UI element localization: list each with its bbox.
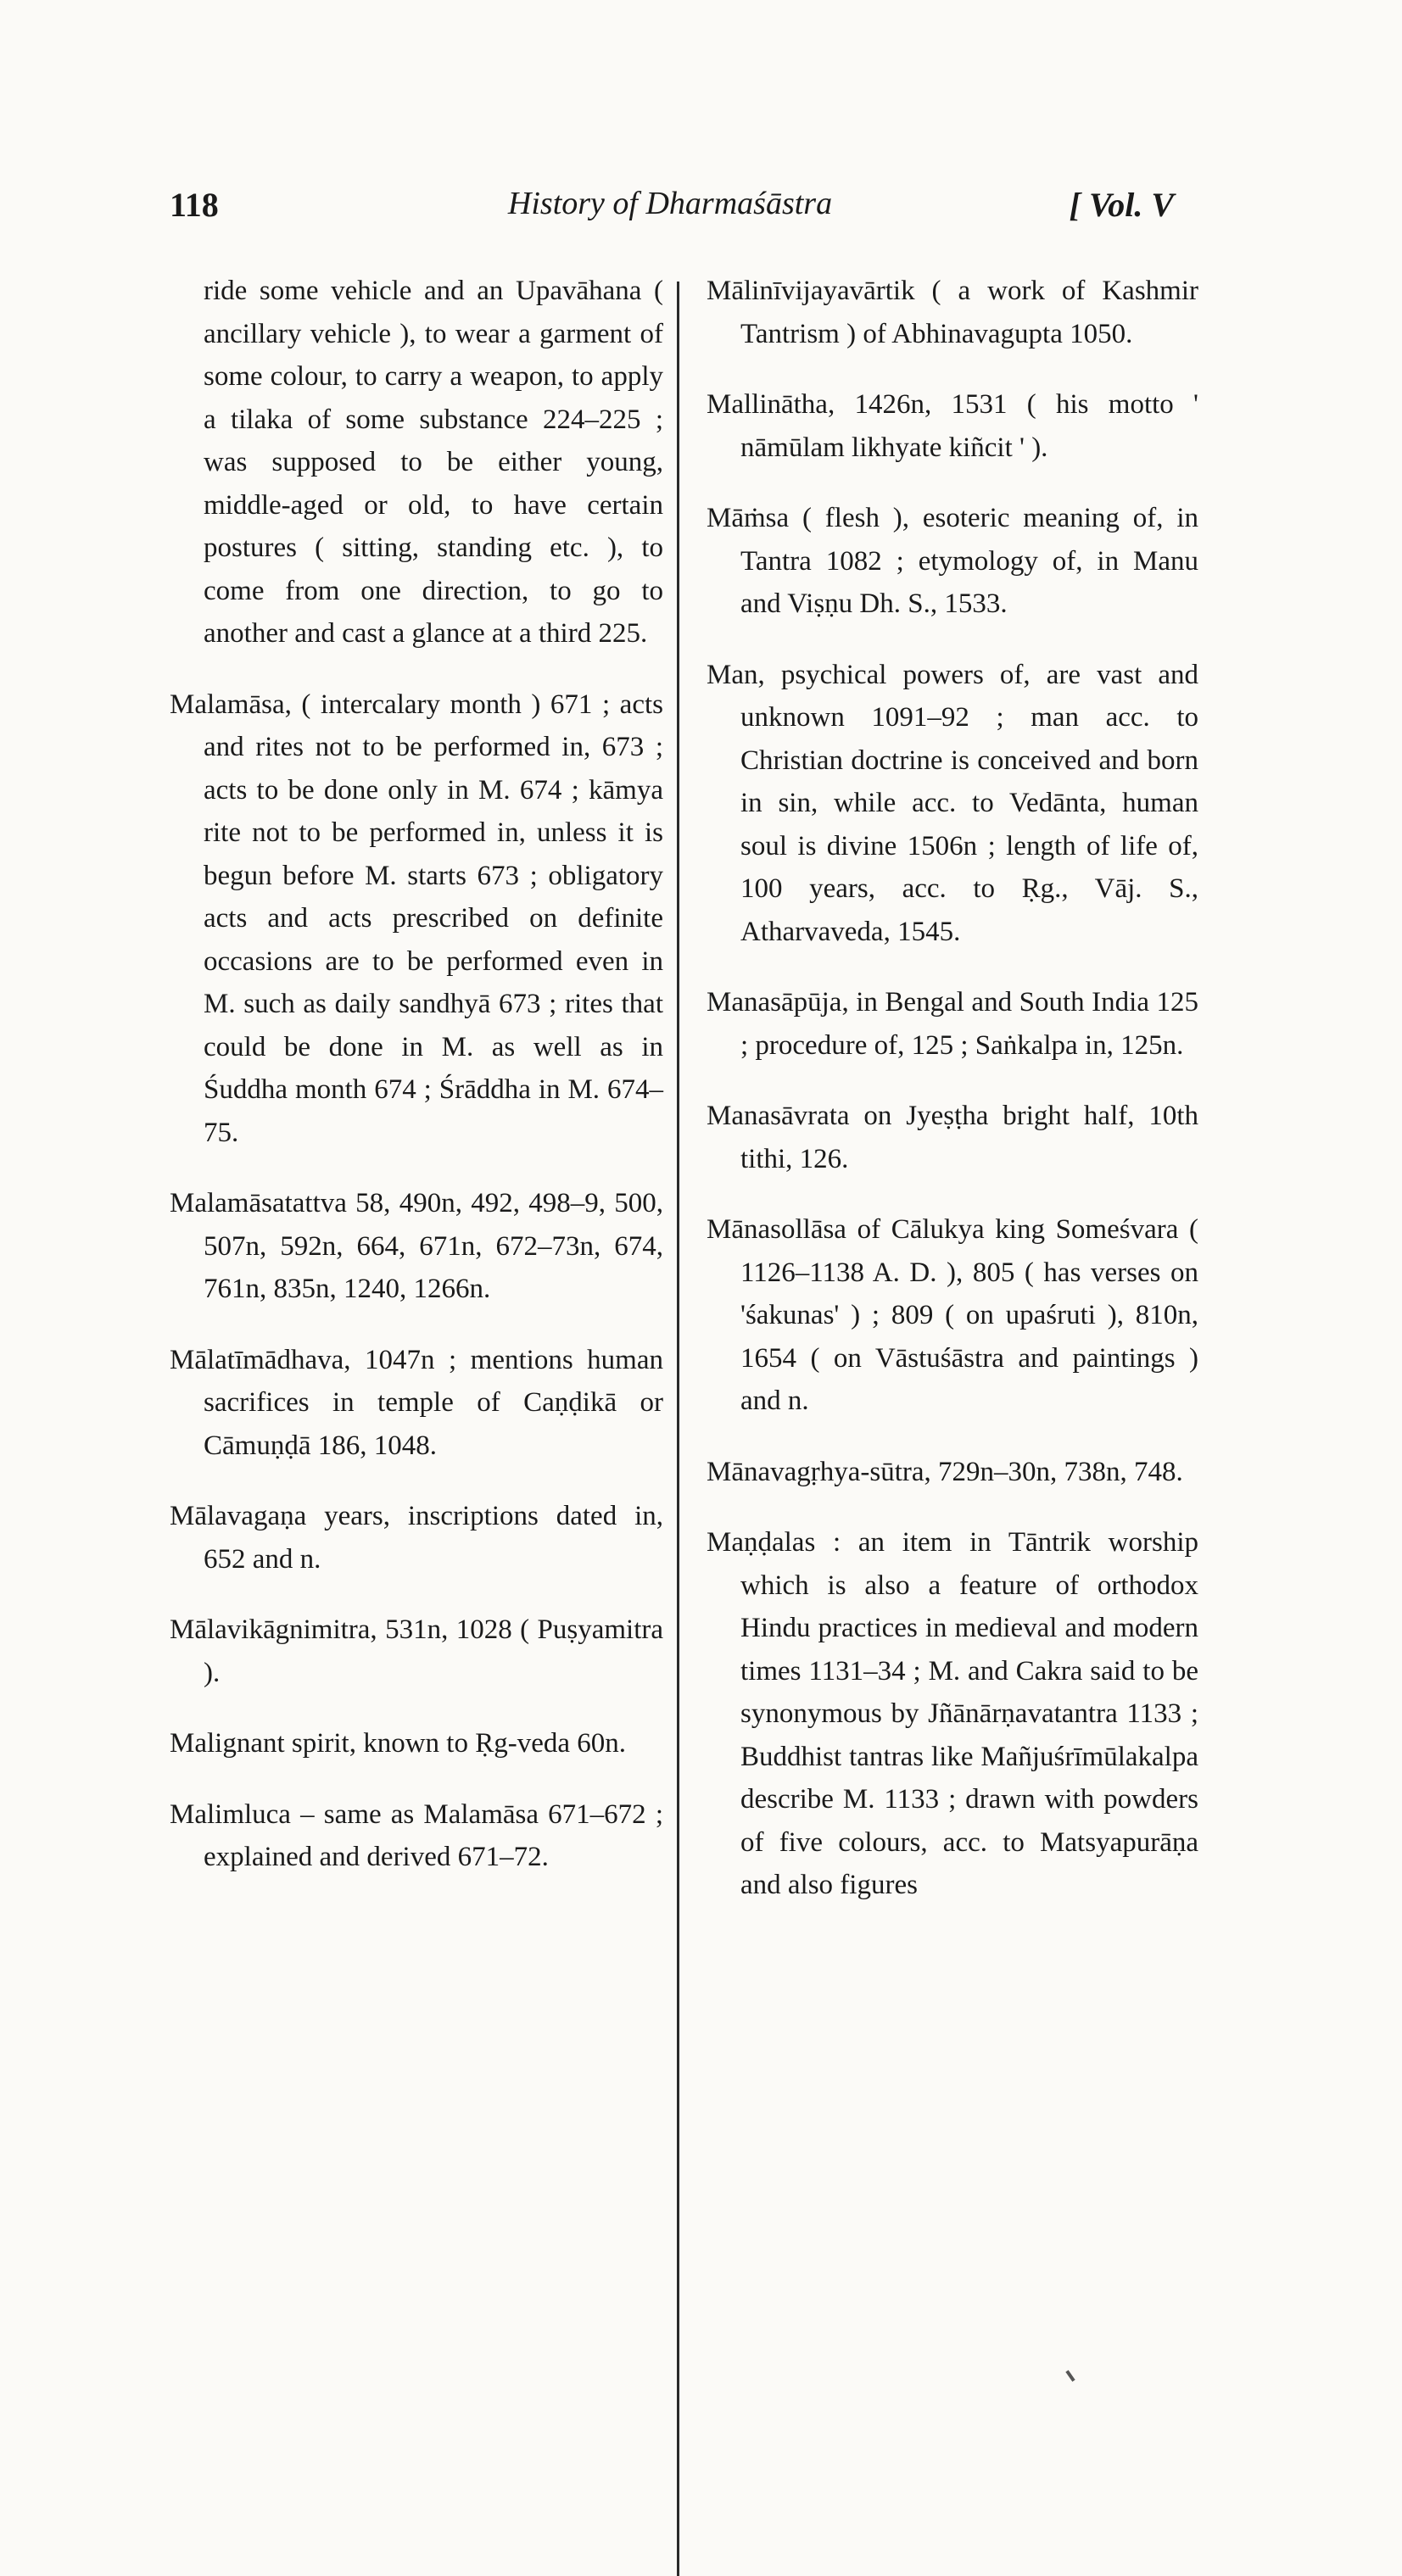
index-continuation: ride some vehicle and an Upavāhana ( ancillary vehicle ), to wear a garment of some colour, to carry a weapon, to apply a tilaka of some substance 224–225 ; was supposed to be either young, middle-aged or old, to have certain postures ( sitting, standing etc. ), to come from one direction, to go to another and cast a glance at a third 225.	[204, 276, 663, 649]
right-column	[707, 270, 1198, 1917]
index-entry-malimluca: Malimluca – same as Malamāsa 671–672 ; explained and derived 671–72.	[170, 1798, 663, 1872]
index-entry-manasollasa: Mānasollāsa of Cālukya king Someśvara ( 1126–1138 A. D. ), 805 ( has verses on 'śakunas' ) ; 809 ( on upaśruti ), 810n, 1654 ( on Vāstuśāstra and paintings ) and n.	[707, 1214, 1198, 1416]
left-column	[170, 270, 663, 1889]
page-number: 118	[170, 186, 219, 224]
index-entry-malignant-spirit: Malignant spirit, known to Ṛg-veda 60n.	[170, 1728, 627, 1759]
index-entry-malatimadhava: Mālatīmādhava, 1047n ; mentions human sacrifices in temple of Caṇḍikā or Cāmuṇḍā 186, 1048.	[170, 1344, 663, 1461]
index-entry-malavagana: Mālavagaṇa years, inscriptions dated in, 652 and n.	[170, 1501, 663, 1575]
index-entry-manasapuja: Manasāpūja, in Bengal and South India 125 ; procedure of, 125 ; Saṅkalpa in, 125n.	[707, 987, 1198, 1061]
volume-label: [ Vol. V	[1069, 186, 1174, 224]
index-entry-manavagrhya-sutra: Mānavagṛhya-sūtra, 729n–30n, 738n, 748.	[707, 1456, 1183, 1487]
column-divider	[677, 282, 679, 2576]
scan-speck	[1065, 2370, 1075, 2382]
page-header	[170, 185, 1174, 236]
index-entry-malavikagnimitra: Mālavikāgnimitra, 531n, 1028 ( Puṣyamitra ).	[170, 1614, 663, 1688]
index-entry-malamasa: Malamāsa, ( intercalary month ) 671 ; acts and rites not to be performed in, 673 ; acts to be done only in M. 674 ; kāmya rite not to be performed in, unless it is begun before M. starts 673 ; obligatory acts and acts prescribed on definite occasions are to be performed even in M. such as daily sandhyā 673 ; rites that could be done in M. as well as in Śuddha month 674 ; Śrāddha in M. 674–75.	[170, 689, 663, 1148]
index-entry-man: Man, psychical powers of, are vast and unknown 1091–92 ; man acc. to Christian doctrine is conceived and born in sin, while acc. to Vedānta, human soul is divine 1506n ; length of life of, 100 years, acc. to Ṛg., Vāj. S., Atharvaveda, 1545.	[707, 659, 1198, 947]
index-entry-mamsa: Māṁsa ( flesh ), esoteric meaning of, in Tantra 1082 ; etymology of, in Manu and Viṣṇu Dh. S., 1533.	[707, 503, 1198, 619]
index-entry-manasavrata: Manasāvrata on Jyeṣṭha bright half, 10th tithi, 126.	[707, 1101, 1198, 1174]
index-entry-mallinatha: Mallinātha, 1426n, 1531 ( his motto ' nāmūlam likhyate kiñcit ' ).	[707, 389, 1198, 463]
index-entry-mandalas: Maṇḍalas : an item in Tāntrik worship which is also a feature of orthodox Hindu practices in medieval and modern times 1131–34 ; M. and Cakra said to be synonymous by Jñānārṇavatantra 1133 ; Buddhist tantras like Mañjuśrīmūlakalpa describe M. 1133 ; drawn with powders of five colours, acc. to Matsyapurāṇa and also figures	[707, 1527, 1198, 1900]
index-entry-malamasatattva: Malamāsatattva 58, 490n, 492, 498–9, 500, 507n, 592n, 664, 671n, 672–73n, 674, 761n, 835n, 1240, 1266n.	[170, 1188, 663, 1304]
running-title: History of Dharmaśāstra	[507, 186, 833, 221]
index-entry-malinivijayavartik: Mālinīvijayavārtik ( a work of Kashmir Tantrism ) of Abhinavagupta 1050.	[707, 276, 1198, 349]
